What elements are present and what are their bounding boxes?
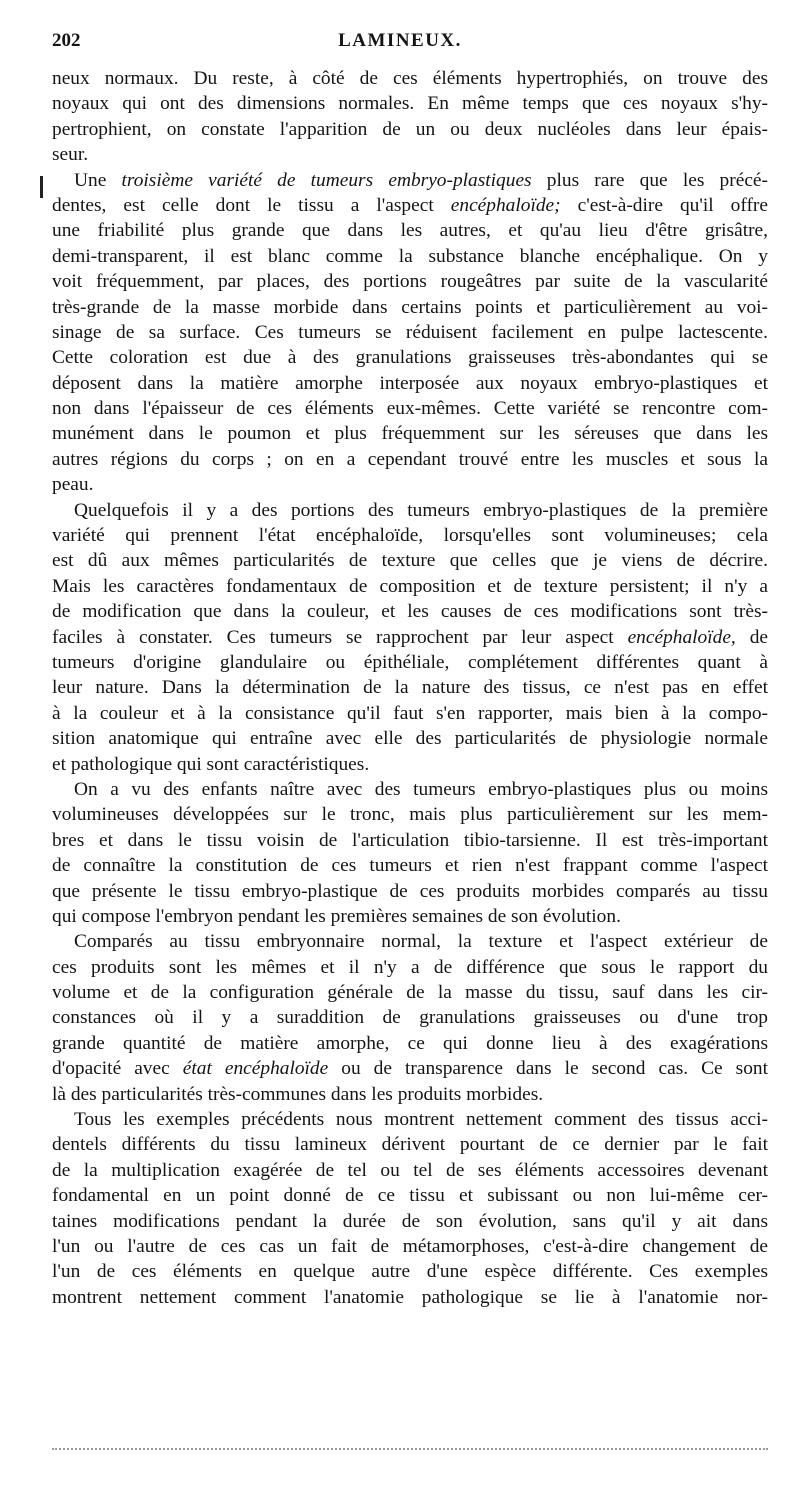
text-line: de modification que dans la couleur, et les causes de ces modifications sont très- (52, 601, 768, 623)
text-line: très-grande de la masse morbide dans certains points et particulièrement au voi- (52, 296, 768, 318)
text-line: seur. (52, 144, 89, 166)
text-line: tumeurs d'origine glandulaire ou épithéliale, complétement différentes quant à (52, 651, 768, 673)
text-line (52, 168, 768, 193)
text-line (52, 1056, 768, 1081)
text-line: variété qui prennent l'état encéphaloïde, lorsqu'elles sont volumineuses; cela (52, 525, 768, 547)
text-line: l'un de ces éléments en quelque autre d'une espèce différente. Ces exemples (52, 1261, 768, 1283)
italic-term: encéphaloïde, (627, 626, 736, 648)
text-line: Quelquefois il y a des portions des tumeurs embryo-plastiques de la première (74, 499, 768, 521)
text-line: Mais les caractères fondamentaux de composition et de texture persistent; il n'y a (52, 575, 768, 597)
body-text (52, 66, 768, 1310)
text-line: une friabilité plus grande que dans les autres, et qu'au lieu d'être grisâtre, (52, 220, 768, 242)
text-line: et pathologique qui sont caractéristiques. (52, 753, 370, 775)
text-line: leur nature. Dans la détermination de la nature des tissus, ce n'est pas en effet (52, 677, 768, 699)
text-line: grande quantité de matière amorphe, ce qui donne lieu à des exagérations (52, 1032, 768, 1054)
text-line: dentels différents du tissu lamineux dérivent pourtant de ce dernier par le fait (52, 1134, 768, 1156)
margin-bracket-mark (40, 176, 43, 198)
text-line (52, 193, 768, 218)
text-line: de la multiplication exagérée de tel ou tel de ses éléments accessoires devenant (52, 1159, 768, 1181)
text-line: munément dans le poumon et plus fréquemment sur les séreuses que dans les (52, 423, 768, 445)
running-title: LAMINEUX. (338, 30, 462, 51)
text-line: voit fréquemment, par places, des portions rougeâtres par suite de la vascularité (52, 271, 768, 293)
text-line: Cette coloration est due à des granulations graisseuses très-abondantes qui se (52, 347, 768, 369)
text-line: volume et de la configuration générale de la masse du tissu, sauf dans les cir- (52, 982, 768, 1004)
text-line: non dans l'épaisseur de ces éléments eux-mêmes. Cette variété se rencontre com- (52, 398, 768, 420)
text-line: à la couleur et à la consistance qu'il faut s'en rapporter, mais bien à la compo- (52, 702, 768, 724)
text-run: ou de transparence dans le second cas. Ce sont (328, 1058, 769, 1080)
text-line: bres et dans le tissu voisin de l'articulation tibio-tarsienne. Il est très-important (52, 829, 768, 851)
text-line (52, 625, 768, 650)
text-line: noyaux qui ont des dimensions normales. En même temps que ces noyaux s'hy- (52, 93, 768, 115)
text-line: constances où il y a suraddition de granulations graisseuses ou d'une trop (52, 1007, 768, 1029)
text-line: qui compose l'embryon pendant les premières semaines de son évolution. (52, 905, 621, 927)
text-run: d'opacité avec (52, 1058, 183, 1080)
text-line: là des particularités très-communes dans les produits morbides. (52, 1083, 544, 1105)
text-line: que présente le tissu embryo-plastique de ces produits morbides comparés au tissu (52, 880, 768, 902)
text-line: peau. (52, 474, 94, 496)
text-line: neux normaux. Du reste, à côté de ces éléments hypertrophiés, on trouve des (52, 68, 768, 89)
text-line: fondamental en un point donné de ce tissu et subissant ou non lui-même cer- (52, 1185, 768, 1207)
text-run: faciles à constater. Ces tumeurs se rapprochent par leur aspect (52, 626, 628, 648)
text-run: c'est-à-dire qu'il offre (560, 194, 769, 216)
text-line: est dû aux mêmes particularités de texture que celles que je viens de décrire. (52, 550, 768, 572)
bottom-dotted-rule (52, 1448, 768, 1450)
text-line: déposent dans la matière amorphe interposée aux noyaux embryo-plastiques et (52, 372, 768, 394)
italic-term: troisième variété de tumeurs embryo-plastiques (121, 169, 532, 191)
text-run: de (735, 626, 768, 648)
text-run: dentes, est celle dont le tissu a l'aspect (52, 194, 451, 216)
page-number: 202 (52, 30, 81, 51)
text-line: volumineuses développées sur le tronc, mais plus particulièrement sur les mem- (52, 804, 768, 826)
text-line: de connaître la constitution de ces tumeurs et rien n'est frappant comme l'aspect (52, 855, 768, 877)
text-line: l'un ou l'autre de ces cas un fait de métamorphoses, c'est-à-dire changement de (52, 1235, 768, 1257)
text-line: taines modifications pendant la durée de son évolution, sans qu'il y ait dans (52, 1210, 768, 1232)
text-line: Tous les exemples précédents nous montrent nettement comment des tissus acci- (74, 1109, 768, 1131)
page-header (52, 30, 748, 58)
italic-term: état encéphaloïde (182, 1058, 329, 1080)
text-line: ces produits sont les mêmes et il n'y a de différence que sous le rapport du (52, 956, 768, 978)
text-run: plus rare que les précé- (531, 169, 768, 191)
text-line: On a vu des enfants naître avec des tumeurs embryo-plastiques plus ou moins (74, 778, 768, 800)
italic-term: encéphaloïde; (450, 194, 561, 216)
text-run: Une (74, 169, 122, 191)
text-line: pertrophient, on constate l'apparition de un ou deux nucléoles dans leur épais- (52, 118, 768, 140)
text-line: autres régions du corps ; on en a cependant trouvé entre les muscles et sous la (52, 448, 768, 470)
text-line: Comparés au tissu embryonnaire normal, la texture et l'aspect extérieur de (74, 931, 768, 953)
text-line: sition anatomique qui entraîne avec elle des particularités de physiologie normale (52, 728, 768, 750)
text-line: montrent nettement comment l'anatomie pathologique se lie à l'anatomie nor- (52, 1286, 768, 1308)
text-line: demi-transparent, il est blanc comme la substance blanche encéphalique. On y (52, 245, 768, 267)
text-line: sinage de sa surface. Ces tumeurs se réduisent facilement en pulpe lactescente. (52, 321, 768, 343)
